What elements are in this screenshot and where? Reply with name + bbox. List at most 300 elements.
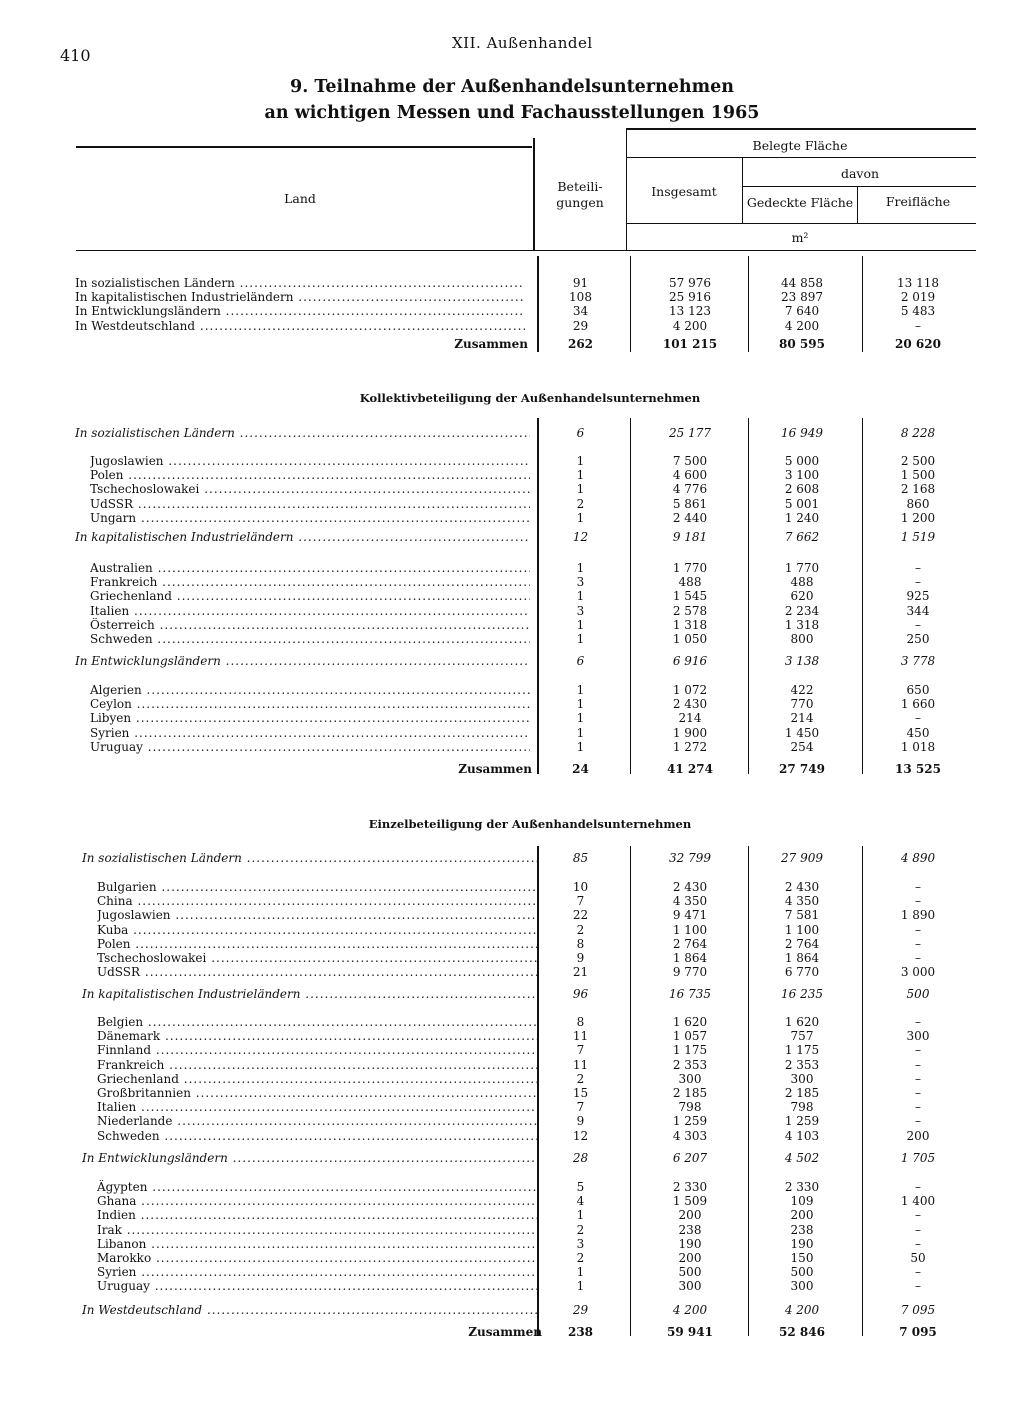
row-label: Italien ..... bbox=[97, 1100, 538, 1114]
row-label: Ceylon ..... bbox=[90, 697, 530, 711]
cell-ins: 13 123 bbox=[669, 304, 711, 319]
cell-ins: 16 735 bbox=[669, 987, 711, 1001]
country-row bbox=[0, 683, 1024, 697]
country-row bbox=[0, 965, 1024, 979]
cell-frei: 1 400 bbox=[900, 1194, 936, 1209]
cell-frei: 4 890 bbox=[900, 851, 936, 865]
running-head: XII. Außenhandel bbox=[452, 34, 593, 52]
cell-ins: 1 050 bbox=[672, 632, 708, 646]
cell-ged: 488 bbox=[790, 575, 814, 590]
cell-bet: 3 bbox=[576, 1236, 585, 1251]
title-line-2: an wichtigen Messen und Fachausstellungen 1965 bbox=[264, 103, 760, 123]
cell-ged: 800 bbox=[790, 632, 814, 646]
cell-bet: 85 bbox=[572, 851, 589, 865]
cell-frei: – bbox=[915, 1180, 921, 1194]
cell-frei: 650 bbox=[906, 683, 930, 697]
cell-ins: 4 303 bbox=[672, 1128, 708, 1143]
cell-ged: 770 bbox=[790, 697, 814, 712]
cell-bet: 262 bbox=[567, 337, 594, 351]
cell-frei: 250 bbox=[906, 632, 930, 646]
cell-bet: 1 bbox=[576, 739, 585, 754]
column-rule bbox=[537, 256, 539, 352]
cell-bet: 96 bbox=[572, 987, 589, 1001]
header-rule-davon bbox=[742, 186, 976, 187]
cell-bet: 3 bbox=[576, 603, 585, 618]
country-row bbox=[0, 1029, 1024, 1043]
cell-ged: 1 450 bbox=[784, 725, 820, 740]
cell-frei: 2 019 bbox=[900, 290, 936, 305]
cell-bet: 1 bbox=[576, 1279, 585, 1294]
cell-bet: 7 bbox=[576, 894, 585, 909]
cell-ins: 5 861 bbox=[672, 496, 708, 511]
header-gedeckte: Gedeckte Fläche bbox=[746, 195, 854, 210]
cell-ins: 9 471 bbox=[672, 908, 708, 923]
cell-ins: 32 799 bbox=[669, 851, 711, 865]
cell-bet: 12 bbox=[572, 1128, 589, 1143]
row-label: In kapitalistischen Industrieländern ..... bbox=[82, 987, 538, 1001]
row-label: Schweden ..... bbox=[90, 632, 530, 646]
cell-ged: 16 949 bbox=[781, 426, 823, 440]
cell-ged: 4 200 bbox=[784, 1303, 820, 1317]
row-label: UdSSR ..... bbox=[90, 497, 530, 511]
row-label: In kapitalistischen Industrieländern ..... bbox=[75, 530, 530, 544]
cell-ged: 4 103 bbox=[784, 1128, 820, 1143]
overview-row bbox=[0, 290, 1024, 304]
cell-frei: – bbox=[915, 711, 921, 726]
country-row bbox=[0, 740, 1024, 754]
cell-ged: 27 909 bbox=[781, 851, 823, 865]
cell-bet: 1 bbox=[576, 725, 585, 740]
country-row bbox=[0, 894, 1024, 908]
cell-ins: 6 916 bbox=[672, 654, 708, 668]
row-label: Australien ..... bbox=[90, 561, 530, 575]
country-row bbox=[0, 1279, 1024, 1293]
country-row bbox=[0, 1208, 1024, 1222]
country-row bbox=[0, 880, 1024, 894]
header-land: Land bbox=[284, 191, 316, 206]
cell-frei: 300 bbox=[906, 1029, 930, 1044]
cell-frei: 2 500 bbox=[900, 454, 936, 468]
row-label: Dänemark ..... bbox=[97, 1029, 538, 1043]
total-row bbox=[0, 762, 1024, 776]
row-label: Italien ..... bbox=[90, 604, 530, 618]
row-label: Niederlande ..... bbox=[97, 1114, 538, 1128]
cell-ged: 1 175 bbox=[784, 1043, 820, 1058]
cell-frei: 1 660 bbox=[900, 697, 936, 712]
row-label: In Entwicklungsländern ..... bbox=[75, 304, 525, 318]
cell-frei: 1 018 bbox=[900, 739, 936, 754]
row-label: Belgien ..... bbox=[97, 1015, 538, 1029]
cell-bet: 29 bbox=[572, 318, 589, 333]
cell-frei: – bbox=[915, 1236, 921, 1251]
cell-frei: – bbox=[915, 1222, 921, 1237]
country-row bbox=[0, 575, 1024, 589]
cell-ged: 620 bbox=[790, 589, 814, 604]
section-title-einzel: Einzelbeteiligung der Außenhandelsunternehmen bbox=[368, 817, 692, 831]
row-label: In Westdeutschland ..... bbox=[75, 319, 525, 333]
cell-frei: 13 525 bbox=[895, 762, 941, 776]
cell-ins: 6 207 bbox=[672, 1151, 708, 1165]
country-row bbox=[0, 1129, 1024, 1143]
cell-frei: 5 483 bbox=[900, 304, 936, 319]
cell-frei: – bbox=[915, 1086, 921, 1100]
cell-ins: 4 200 bbox=[672, 1303, 708, 1317]
row-label: In Entwicklungsländern ..... bbox=[82, 1151, 538, 1165]
country-row bbox=[0, 1086, 1024, 1100]
cell-ged: 2 330 bbox=[784, 1180, 820, 1194]
cell-bet: 7 bbox=[576, 1043, 585, 1058]
cell-ged: 44 858 bbox=[781, 276, 823, 290]
country-row bbox=[0, 1194, 1024, 1208]
cell-ged: 1 100 bbox=[784, 922, 820, 937]
cell-bet: 3 bbox=[576, 575, 585, 590]
cell-ged: 1 620 bbox=[784, 1015, 820, 1029]
country-row bbox=[0, 604, 1024, 618]
country-row bbox=[0, 618, 1024, 632]
cell-bet: 1 bbox=[576, 697, 585, 712]
cell-ged: 200 bbox=[790, 1208, 814, 1223]
cell-ged: 2 608 bbox=[784, 482, 820, 497]
cell-frei: 3 778 bbox=[900, 654, 936, 668]
country-row bbox=[0, 908, 1024, 922]
cell-bet: 9 bbox=[576, 1114, 585, 1129]
cell-ins: 2 353 bbox=[672, 1057, 708, 1072]
country-row bbox=[0, 1251, 1024, 1265]
cell-bet: 1 bbox=[576, 1208, 585, 1223]
group-row bbox=[0, 851, 1024, 865]
row-label: Ägypten ..... bbox=[97, 1180, 538, 1194]
cell-bet: 1 bbox=[576, 632, 585, 646]
total-label: Zusammen bbox=[458, 762, 532, 776]
cell-ged: 1 240 bbox=[784, 510, 820, 525]
header-rule-unit bbox=[626, 223, 976, 224]
cell-ins: 1 318 bbox=[672, 617, 708, 632]
cell-ged: 1 864 bbox=[784, 951, 820, 965]
cell-frei: – bbox=[915, 951, 921, 965]
cell-frei: – bbox=[915, 561, 921, 575]
cell-bet: 2 bbox=[576, 496, 585, 511]
row-label: Frankreich ..... bbox=[90, 575, 530, 589]
country-row bbox=[0, 1237, 1024, 1251]
row-label: Uruguay ..... bbox=[97, 1279, 538, 1293]
cell-ged: 4 200 bbox=[784, 318, 820, 333]
cell-frei: – bbox=[915, 922, 921, 937]
country-row bbox=[0, 1114, 1024, 1128]
cell-ged: 238 bbox=[790, 1222, 814, 1237]
country-row bbox=[0, 1072, 1024, 1086]
cell-bet: 11 bbox=[572, 1029, 589, 1044]
cell-ins: 9 181 bbox=[672, 530, 708, 544]
cell-ged: 2 430 bbox=[784, 880, 820, 894]
country-row bbox=[0, 1043, 1024, 1057]
cell-bet: 8 bbox=[576, 936, 585, 951]
cell-ged: 7 662 bbox=[784, 530, 820, 544]
cell-frei: 7 095 bbox=[899, 1325, 937, 1339]
cell-bet: 22 bbox=[572, 908, 589, 923]
cell-ged: 757 bbox=[790, 1029, 814, 1044]
cell-ged: 300 bbox=[790, 1071, 814, 1086]
country-row bbox=[0, 697, 1024, 711]
column-rule bbox=[862, 256, 863, 352]
cell-bet: 1 bbox=[576, 468, 585, 483]
table-title bbox=[0, 74, 1024, 126]
cell-frei: 3 000 bbox=[900, 965, 936, 980]
group-row bbox=[0, 530, 1024, 544]
cell-bet: 12 bbox=[572, 530, 589, 544]
cell-frei: 7 095 bbox=[900, 1303, 936, 1317]
group-row bbox=[0, 1303, 1024, 1317]
country-row bbox=[0, 923, 1024, 937]
header-vline-3 bbox=[742, 157, 743, 223]
cell-ins: 2 330 bbox=[672, 1180, 708, 1194]
cell-ins: 25 916 bbox=[669, 290, 711, 305]
cell-ged: 1 259 bbox=[784, 1114, 820, 1129]
cell-frei: 860 bbox=[906, 496, 930, 511]
cell-ins: 1 509 bbox=[672, 1194, 708, 1209]
row-label: Schweden ..... bbox=[97, 1129, 538, 1143]
row-label: Tschechoslowakei ..... bbox=[97, 951, 538, 965]
cell-bet: 15 bbox=[572, 1086, 589, 1100]
row-label: Griechenland ..... bbox=[90, 589, 530, 603]
country-row bbox=[0, 632, 1024, 646]
header-belegte-flaeche: Belegte Fläche bbox=[752, 138, 848, 153]
cell-bet: 1 bbox=[576, 589, 585, 604]
country-row bbox=[0, 711, 1024, 725]
cell-frei: – bbox=[915, 1057, 921, 1072]
cell-frei: 20 620 bbox=[895, 337, 941, 351]
cell-ins: 101 215 bbox=[662, 337, 718, 351]
country-row bbox=[0, 497, 1024, 511]
cell-ins: 488 bbox=[678, 575, 702, 590]
group-row bbox=[0, 426, 1024, 440]
cell-bet: 10 bbox=[572, 880, 589, 894]
cell-bet: 6 bbox=[576, 426, 585, 440]
row-label: Libanon ..... bbox=[97, 1237, 538, 1251]
row-label: Marokko ..... bbox=[97, 1251, 538, 1265]
cell-frei: – bbox=[915, 894, 921, 909]
row-label: Bulgarien ..... bbox=[97, 880, 538, 894]
cell-bet: 29 bbox=[572, 1303, 589, 1317]
cell-ged: 2 185 bbox=[784, 1086, 820, 1100]
cell-ged: 6 770 bbox=[784, 965, 820, 980]
cell-ins: 1 072 bbox=[672, 683, 708, 697]
country-row bbox=[0, 561, 1024, 575]
cell-bet: 5 bbox=[576, 1180, 585, 1194]
cell-bet: 2 bbox=[576, 922, 585, 937]
cell-ins: 2 764 bbox=[672, 936, 708, 951]
cell-bet: 4 bbox=[576, 1194, 585, 1209]
cell-ins: 798 bbox=[678, 1100, 702, 1115]
cell-ins: 7 500 bbox=[672, 454, 708, 468]
cell-ged: 150 bbox=[790, 1251, 814, 1265]
cell-bet: 108 bbox=[569, 290, 592, 305]
country-row bbox=[0, 454, 1024, 468]
cell-ged: 500 bbox=[790, 1265, 814, 1280]
row-label: In sozialistischen Ländern ..... bbox=[82, 851, 538, 865]
cell-ged: 27 749 bbox=[779, 762, 825, 776]
cell-ged: 3 138 bbox=[784, 654, 820, 668]
row-label: In Westdeutschland ..... bbox=[82, 1303, 538, 1317]
cell-bet: 1 bbox=[576, 510, 585, 525]
cell-frei: 1 890 bbox=[900, 908, 936, 923]
cell-ins: 4 350 bbox=[672, 894, 708, 909]
cell-ins: 200 bbox=[678, 1208, 702, 1223]
cell-frei: – bbox=[915, 318, 921, 333]
cell-bet: 2 bbox=[576, 1222, 585, 1237]
cell-bet: 1 bbox=[576, 482, 585, 497]
cell-ged: 214 bbox=[790, 711, 814, 726]
cell-ged: 16 235 bbox=[781, 987, 823, 1001]
cell-bet: 1 bbox=[576, 617, 585, 632]
header-left-rule bbox=[76, 146, 532, 148]
row-label: Kuba ..... bbox=[97, 923, 538, 937]
row-label: In sozialistischen Ländern ..... bbox=[75, 276, 525, 290]
cell-bet: 8 bbox=[576, 1015, 585, 1029]
row-label: Uruguay ..... bbox=[90, 740, 530, 754]
cell-ins: 214 bbox=[678, 711, 702, 726]
cell-frei: 1 500 bbox=[900, 468, 936, 483]
row-label: Griechenland ..... bbox=[97, 1072, 538, 1086]
row-label: Polen ..... bbox=[97, 937, 538, 951]
cell-ged: 798 bbox=[790, 1100, 814, 1115]
cell-frei: – bbox=[915, 617, 921, 632]
country-row bbox=[0, 937, 1024, 951]
cell-ins: 4 776 bbox=[672, 482, 708, 497]
cell-bet: 34 bbox=[572, 304, 589, 319]
country-row bbox=[0, 468, 1024, 482]
cell-bet: 11 bbox=[572, 1057, 589, 1072]
cell-bet: 2 bbox=[576, 1251, 585, 1265]
country-row bbox=[0, 951, 1024, 965]
cell-ins: 1 864 bbox=[672, 951, 708, 965]
row-label: UdSSR ..... bbox=[97, 965, 538, 979]
cell-ged: 109 bbox=[790, 1194, 814, 1209]
cell-ins: 1 620 bbox=[672, 1015, 708, 1029]
cell-ged: 422 bbox=[790, 683, 814, 697]
column-rule bbox=[630, 256, 631, 352]
cell-ins: 300 bbox=[678, 1279, 702, 1294]
cell-ins: 2 185 bbox=[672, 1086, 708, 1100]
cell-ins: 25 177 bbox=[669, 426, 711, 440]
cell-frei: 8 228 bbox=[900, 426, 936, 440]
cell-ins: 4 600 bbox=[672, 468, 708, 483]
cell-frei: 500 bbox=[906, 987, 930, 1001]
cell-bet: 1 bbox=[576, 1265, 585, 1280]
header-insgesamt: Insgesamt bbox=[651, 184, 717, 199]
total-label: Zusammen bbox=[468, 1325, 542, 1339]
cell-ged: 5 000 bbox=[784, 454, 820, 468]
row-label: Syrien ..... bbox=[97, 1265, 538, 1279]
cell-frei: 925 bbox=[906, 589, 930, 604]
row-label: Algerien ..... bbox=[90, 683, 530, 697]
row-label: Finnland ..... bbox=[97, 1043, 538, 1057]
row-label: Libyen ..... bbox=[90, 711, 530, 725]
cell-ins: 1 100 bbox=[672, 922, 708, 937]
title-line-1: 9. Teilnahme der Außenhandelsunternehmen bbox=[290, 77, 734, 97]
row-label: In Entwicklungsländern ..... bbox=[75, 654, 530, 668]
cell-ins: 1 057 bbox=[672, 1029, 708, 1044]
row-label: China ..... bbox=[97, 894, 538, 908]
country-row bbox=[0, 511, 1024, 525]
cell-ged: 190 bbox=[790, 1236, 814, 1251]
header-freiflaeche: Freifläche bbox=[885, 194, 951, 209]
overview-row bbox=[0, 276, 1024, 290]
cell-ins: 200 bbox=[678, 1251, 702, 1265]
row-label: Großbritannien ..... bbox=[97, 1086, 538, 1100]
total-label: Zusammen bbox=[454, 337, 528, 351]
country-row bbox=[0, 1265, 1024, 1279]
cell-bet: 2 bbox=[576, 1071, 585, 1086]
cell-ins: 190 bbox=[678, 1236, 702, 1251]
cell-frei: 344 bbox=[906, 603, 930, 618]
cell-frei: 2 168 bbox=[900, 482, 936, 497]
cell-ins: 57 976 bbox=[669, 276, 711, 290]
cell-ins: 4 200 bbox=[672, 318, 708, 333]
cell-frei: – bbox=[915, 1279, 921, 1294]
page-number: 410 bbox=[60, 46, 91, 65]
cell-ins: 1 259 bbox=[672, 1114, 708, 1129]
cell-ged: 5 001 bbox=[784, 496, 820, 511]
cell-ins: 41 274 bbox=[667, 762, 713, 776]
cell-ins: 500 bbox=[678, 1265, 702, 1280]
cell-ged: 2 353 bbox=[784, 1057, 820, 1072]
row-label: Österreich ..... bbox=[90, 618, 530, 632]
country-row bbox=[0, 1058, 1024, 1072]
country-row bbox=[0, 1223, 1024, 1237]
cell-frei: – bbox=[915, 1114, 921, 1129]
cell-ged: 7 640 bbox=[784, 304, 820, 319]
cell-ins: 2 430 bbox=[672, 880, 708, 894]
row-label: Tschechoslowakei ..... bbox=[90, 482, 530, 496]
cell-frei: 50 bbox=[910, 1251, 926, 1265]
header-beteiligungen: Beteili- gungen bbox=[556, 179, 604, 210]
cell-bet: 91 bbox=[572, 276, 589, 290]
cell-frei: 200 bbox=[906, 1128, 930, 1143]
country-row bbox=[0, 482, 1024, 496]
cell-ged: 52 846 bbox=[779, 1325, 825, 1339]
cell-ged: 7 581 bbox=[784, 908, 820, 923]
row-label: Syrien ..... bbox=[90, 726, 530, 740]
row-label: Indien ..... bbox=[97, 1208, 538, 1222]
cell-frei: – bbox=[915, 880, 921, 894]
country-row bbox=[0, 1100, 1024, 1114]
row-label: Jugoslawien ..... bbox=[97, 908, 538, 922]
cell-frei: 1 705 bbox=[900, 1151, 936, 1165]
cell-bet: 9 bbox=[576, 951, 585, 965]
cell-ins: 1 272 bbox=[672, 739, 708, 754]
cell-frei: 1 519 bbox=[900, 530, 936, 544]
header-vline-4 bbox=[857, 186, 858, 223]
country-row bbox=[0, 589, 1024, 603]
cell-ins: 2 440 bbox=[672, 510, 708, 525]
cell-ged: 3 100 bbox=[784, 468, 820, 483]
cell-ged: 300 bbox=[790, 1279, 814, 1294]
column-rule bbox=[748, 256, 749, 352]
cell-ged: 23 897 bbox=[781, 290, 823, 305]
cell-ins: 2 430 bbox=[672, 697, 708, 712]
section-title-kollektiv: Kollektivbeteiligung der Außenhandelsunternehmen bbox=[359, 391, 701, 405]
cell-frei: – bbox=[915, 1071, 921, 1086]
cell-ged: 1 318 bbox=[784, 617, 820, 632]
cell-frei: 1 200 bbox=[900, 510, 936, 525]
header-rule-belegte bbox=[626, 157, 976, 158]
header-unit: m² bbox=[791, 230, 809, 245]
header-vline-2 bbox=[626, 128, 627, 250]
cell-bet: 7 bbox=[576, 1100, 585, 1115]
row-label: Ghana ..... bbox=[97, 1194, 538, 1208]
overview-row bbox=[0, 319, 1024, 333]
cell-ged: 2 764 bbox=[784, 936, 820, 951]
